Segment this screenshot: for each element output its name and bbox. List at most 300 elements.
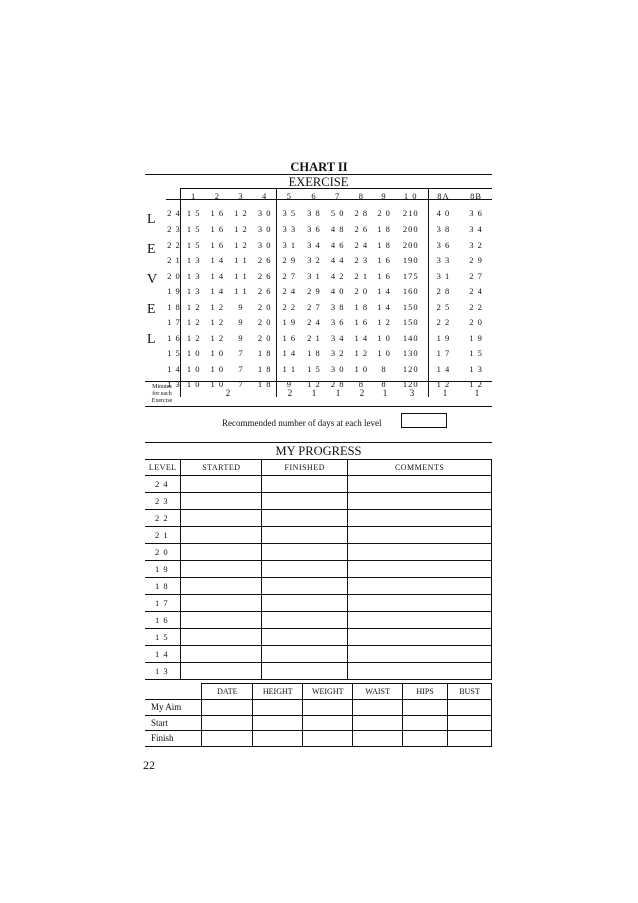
exercise-cell: 1 2 [436, 379, 451, 390]
exercise-cell: 1 5 [307, 363, 321, 374]
row-level: 2 3 [167, 224, 181, 235]
progress-row [145, 510, 492, 527]
started-field[interactable] [181, 544, 262, 561]
exercise-cell: 2 6 [257, 270, 272, 281]
progress-row [145, 561, 492, 578]
exercise-row [166, 204, 492, 222]
exercise-cell: 1 2 [210, 301, 225, 312]
exercise-cell: 2 2 [282, 301, 297, 312]
exercise-cell: 7 [238, 379, 244, 390]
finished-field[interactable] [262, 578, 348, 595]
measure-row-label: My Aim [145, 700, 202, 716]
exercise-cell: 1 0 [186, 379, 201, 390]
exercise-cell: 2 7 [282, 270, 297, 281]
exercise-cell: 1 1 [234, 270, 248, 281]
exercise-cell: 1 2 [186, 317, 201, 328]
exercise-cell: 2 6 [257, 255, 272, 266]
exercise-cell: 4 4 [330, 255, 345, 266]
exercise-cell: 2 0 [354, 286, 369, 297]
exercise-cell: 120 [402, 379, 419, 390]
exercise-cell: 2 4 [282, 286, 297, 297]
exercise-cell: 2 8 [330, 379, 345, 390]
exercise-cell: 9 [238, 301, 244, 312]
minutes-value: 2 [359, 388, 365, 398]
progress-row [145, 527, 492, 544]
exercise-cell: 3 6 [436, 239, 451, 250]
exercise-cell: 3 4 [330, 332, 345, 343]
row-level: 1 5 [167, 348, 181, 359]
progress-level: 1 4 [145, 646, 181, 663]
progress-row [145, 493, 492, 510]
measure-field[interactable] [303, 700, 353, 716]
exercise-row [166, 330, 492, 346]
exercise-cell: 1 5 [186, 207, 201, 218]
exercise-cell: 200 [402, 224, 419, 235]
exercise-cell: 2 2 [469, 301, 483, 312]
exercise-cell: 3 2 [469, 239, 483, 250]
exercise-col-header: 1 0 [403, 190, 418, 201]
progress-row [145, 578, 492, 595]
finished-field[interactable] [262, 527, 348, 544]
exercise-row [166, 284, 492, 300]
exercise-cell: 2 8 [436, 286, 451, 297]
exercise-col-header: 4 [262, 190, 268, 201]
exercise-cell: 3 8 [307, 207, 321, 218]
col-finished: FINISHED [262, 460, 348, 476]
progress-level: 1 3 [145, 663, 181, 680]
started-field[interactable] [181, 646, 262, 663]
exercise-col-header: 1 [191, 190, 197, 201]
comments-field[interactable] [348, 663, 492, 680]
measure-field[interactable] [202, 731, 253, 747]
minutes-value: 1 [382, 388, 388, 398]
progress-level: 2 4 [145, 476, 181, 493]
minutes-value: 2 [225, 388, 231, 398]
minutes-value: 1 [335, 388, 341, 398]
finished-field[interactable] [262, 493, 348, 510]
row-level: 1 9 [167, 286, 181, 297]
measure-field[interactable] [353, 715, 403, 731]
col-level: LEVEL [145, 460, 181, 476]
progress-row [145, 544, 492, 561]
exercise-row [166, 361, 492, 377]
exercise-cell: 8 [381, 379, 387, 390]
measure-field[interactable] [448, 700, 492, 716]
exercise-cell: 3 3 [436, 255, 451, 266]
exercise-cell: 1 6 [354, 317, 369, 328]
finished-field[interactable] [262, 476, 348, 493]
exercise-cell: 1 2 [469, 379, 483, 390]
exercise-col-header: 8A [437, 190, 450, 201]
minutes-value: 1 [474, 388, 480, 398]
measure-field[interactable] [253, 700, 303, 716]
exercise-cell: 1 0 [210, 363, 225, 374]
comments-field[interactable] [348, 493, 492, 510]
rule [145, 442, 492, 443]
started-field[interactable] [181, 561, 262, 578]
exercise-cell: 1 0 [186, 348, 201, 359]
exercise-cell: 1 5 [186, 239, 201, 250]
exercise-cell: 200 [402, 239, 419, 250]
exercise-cell: 1 9 [282, 317, 297, 328]
progress-level: 2 1 [145, 527, 181, 544]
measure-field[interactable] [353, 700, 403, 716]
measure-row-label: Start [145, 715, 202, 731]
exercise-col-header: 8 [358, 190, 364, 201]
exercise-cell: 1 6 [377, 270, 391, 281]
exercise-cell: 2 9 [469, 255, 483, 266]
minutes-value: 2 [287, 388, 293, 398]
row-level: 2 0 [167, 270, 181, 281]
progress-row [145, 595, 492, 612]
finished-field[interactable] [262, 663, 348, 680]
exercise-cell: 3 5 [282, 207, 297, 218]
page-number: 22 [143, 758, 155, 772]
exercise-cell: 130 [402, 348, 419, 359]
exercise-cell: 1 3 [186, 255, 201, 266]
exercise-cell: 2 3 [354, 255, 369, 266]
chart-title: CHART II [290, 160, 348, 174]
row-level: 1 3 [167, 379, 181, 390]
comments-field[interactable] [348, 578, 492, 595]
comments-field[interactable] [348, 612, 492, 629]
exercise-cell: 1 1 [234, 286, 248, 297]
exercise-cell: 3 1 [282, 239, 297, 250]
exercise-cell: 4 2 [330, 270, 345, 281]
comments-field[interactable] [348, 476, 492, 493]
measure-header: HIPS [403, 684, 448, 700]
progress-level: 2 2 [145, 510, 181, 527]
row-level: 1 4 [167, 363, 181, 374]
exercise-row [166, 315, 492, 331]
exercise-cell: 1 9 [469, 332, 483, 343]
exercise-cell: 3 1 [436, 270, 451, 281]
measure-field[interactable] [448, 715, 492, 731]
exercise-cell: 3 0 [330, 363, 345, 374]
exercise-row [166, 253, 492, 269]
exercise-cell: 2 2 [436, 317, 451, 328]
measure-header: HEIGHT [253, 684, 303, 700]
exercise-cell: 2 6 [257, 286, 272, 297]
exercise-cell: 1 4 [377, 286, 391, 297]
exercise-cell: 1 3 [469, 363, 483, 374]
exercise-cell: 9 [238, 332, 244, 343]
exercise-cell: 2 9 [282, 255, 297, 266]
exercise-cell: 1 0 [377, 332, 391, 343]
measure-field[interactable] [403, 731, 448, 747]
exercise-cell: 3 6 [307, 224, 321, 235]
exercise-cell: 3 4 [307, 239, 321, 250]
recommended-days-box[interactable] [401, 413, 447, 428]
exercise-heading: EXERCISE [288, 175, 349, 189]
measurements-table [145, 683, 492, 747]
exercise-cell: 2 7 [307, 301, 321, 312]
row-level: 2 2 [167, 239, 181, 250]
level-letter: L [147, 212, 156, 227]
measure-row-label: Finish [145, 731, 202, 747]
progress-level: 1 7 [145, 595, 181, 612]
started-field[interactable] [181, 663, 262, 680]
comments-field[interactable] [348, 544, 492, 561]
measure-field[interactable] [202, 700, 253, 716]
progress-level: 1 6 [145, 612, 181, 629]
exercise-cell: 1 8 [377, 224, 391, 235]
exercise-cell: 140 [402, 332, 419, 343]
exercise-row [166, 237, 492, 253]
exercise-cell: 1 6 [210, 224, 225, 235]
level-letter: E [147, 242, 156, 257]
exercise-cell: 7 [238, 363, 244, 374]
measure-header: BUST [448, 684, 492, 700]
measure-field[interactable] [202, 715, 253, 731]
exercise-cell: 4 6 [330, 239, 345, 250]
exercise-cell: 3 3 [282, 224, 297, 235]
measure-row [145, 731, 492, 747]
exercise-col-header: 6 [311, 190, 317, 201]
row-level: 2 4 [167, 207, 181, 218]
exercise-cell: 9 [286, 379, 292, 390]
exercise-cell: 1 5 [186, 224, 201, 235]
exercise-cell: 3 6 [469, 207, 483, 218]
comments-field[interactable] [348, 527, 492, 544]
exercise-cell: 2 4 [354, 239, 369, 250]
finished-field[interactable] [262, 561, 348, 578]
progress-level: 1 8 [145, 578, 181, 595]
blank-header [145, 684, 202, 700]
exercise-cell: 1 9 [436, 332, 451, 343]
exercise-cell: 1 6 [210, 207, 225, 218]
row-level: 1 8 [167, 301, 181, 312]
exercise-cell: 1 8 [307, 348, 321, 359]
progress-level: 1 5 [145, 629, 181, 646]
exercise-cell: 2 8 [354, 207, 369, 218]
rule [145, 381, 492, 382]
exercise-cell: 1 8 [257, 363, 272, 374]
measure-field[interactable] [403, 715, 448, 731]
comments-field[interactable] [348, 629, 492, 646]
exercise-cell: 4 0 [436, 207, 451, 218]
exercise-cell: 2 7 [469, 270, 483, 281]
exercise-cell: 4 8 [330, 224, 345, 235]
exercise-cell: 1 5 [469, 348, 483, 359]
started-field[interactable] [181, 595, 262, 612]
exercise-cell: 9 [238, 317, 244, 328]
measure-field[interactable] [253, 715, 303, 731]
exercise-cell: 1 2 [186, 332, 201, 343]
exercise-cell: 3 8 [330, 301, 345, 312]
row-level: 1 7 [167, 317, 181, 328]
progress-row [145, 476, 492, 493]
progress-row [145, 629, 492, 646]
finished-field[interactable] [262, 646, 348, 663]
level-letter: E [147, 302, 156, 317]
exercise-cell: 2 0 [469, 317, 483, 328]
exercise-col-header: 3 [238, 190, 244, 201]
exercise-cell: 1 2 [377, 317, 391, 328]
exercise-cell: 8 [358, 379, 364, 390]
exercise-cell: 190 [402, 255, 419, 266]
exercise-cell: 1 4 [210, 270, 225, 281]
exercise-cell: 5 0 [330, 207, 345, 218]
progress-level: 1 9 [145, 561, 181, 578]
exercise-cell: 1 8 [377, 239, 391, 250]
exercise-cell: 1 6 [210, 239, 225, 250]
measure-field[interactable] [448, 731, 492, 747]
exercise-cell: 1 3 [186, 270, 201, 281]
exercise-cell: 3 8 [436, 224, 451, 235]
rule [166, 199, 492, 200]
exercise-cell: 1 4 [354, 332, 369, 343]
comments-field[interactable] [348, 561, 492, 578]
exercise-cell: 1 7 [436, 348, 451, 359]
finished-field[interactable] [262, 612, 348, 629]
progress-row [145, 612, 492, 629]
exercise-cell: 1 0 [210, 379, 225, 390]
exercise-cell: 2 5 [436, 301, 451, 312]
measure-field[interactable] [303, 731, 353, 747]
started-field[interactable] [181, 527, 262, 544]
exercise-cell: 3 6 [330, 317, 345, 328]
exercise-cell: 1 0 [186, 363, 201, 374]
exercise-cell: 7 [238, 348, 244, 359]
exercise-cell: 1 4 [210, 255, 225, 266]
measure-field[interactable] [253, 731, 303, 747]
exercise-cell: 1 4 [282, 348, 297, 359]
started-field[interactable] [181, 510, 262, 527]
comments-field[interactable] [348, 510, 492, 527]
exercise-cell: 1 0 [210, 348, 225, 359]
exercise-cell: 1 8 [257, 379, 272, 390]
measure-row [145, 715, 492, 731]
row-level: 1 6 [167, 332, 181, 343]
minutes-label: Minutes for each Exercise [151, 384, 173, 404]
exercise-col-header: 7 [335, 190, 341, 201]
exercise-cell: 2 0 [257, 301, 272, 312]
started-field[interactable] [181, 612, 262, 629]
progress-row [145, 663, 492, 680]
exercise-cell: 4 0 [330, 286, 345, 297]
exercise-cell: 150 [402, 317, 419, 328]
exercise-col-header: 9 [381, 190, 387, 201]
exercise-cell: 150 [402, 301, 419, 312]
col-started: STARTED [181, 460, 262, 476]
row-level: 2 1 [167, 255, 181, 266]
measure-field[interactable] [303, 715, 353, 731]
comments-field[interactable] [348, 595, 492, 612]
exercise-row [166, 222, 492, 238]
exercise-cell: 120 [402, 363, 419, 374]
exercise-cell: 1 0 [377, 348, 391, 359]
measure-header: WAIST [353, 684, 403, 700]
minutes-value: 1 [311, 388, 317, 398]
started-field[interactable] [181, 629, 262, 646]
exercise-cell: 2 0 [257, 317, 272, 328]
finished-field[interactable] [262, 595, 348, 612]
progress-level: 2 0 [145, 544, 181, 561]
exercise-cell: 1 8 [354, 301, 369, 312]
exercise-col-header: 8B [470, 190, 483, 201]
started-field[interactable] [181, 578, 262, 595]
exercise-cell: 3 0 [257, 224, 272, 235]
finished-field[interactable] [262, 629, 348, 646]
started-field[interactable] [181, 476, 262, 493]
progress-row [145, 646, 492, 663]
exercise-row [166, 268, 492, 284]
measure-field[interactable] [353, 731, 403, 747]
divider [428, 188, 429, 397]
exercise-cell: 2 0 [377, 207, 391, 218]
exercise-cell: 175 [402, 270, 419, 281]
exercise-cell: 1 2 [186, 301, 201, 312]
measure-header: WEIGHT [303, 684, 353, 700]
exercise-cell: 1 4 [210, 286, 225, 297]
exercise-cell: 2 0 [257, 332, 272, 343]
rule [145, 406, 492, 407]
exercise-cell: 1 2 [210, 317, 225, 328]
progress-table [145, 459, 492, 680]
exercise-cell: 1 4 [377, 301, 391, 312]
measure-header: DATE [202, 684, 253, 700]
exercise-cell: 1 6 [377, 255, 391, 266]
exercise-cell: 2 1 [354, 270, 369, 281]
exercise-col-header: 5 [286, 190, 292, 201]
measure-row [145, 700, 492, 716]
exercise-cell: 3 0 [257, 207, 272, 218]
exercise-cell: 2 6 [354, 224, 369, 235]
divider [276, 188, 277, 397]
level-letter: L [147, 332, 156, 347]
exercise-cell: 1 2 [354, 348, 369, 359]
exercise-cell: 210 [402, 207, 419, 218]
exercise-cell: 2 4 [469, 286, 483, 297]
exercise-cell: 8 [381, 363, 387, 374]
exercise-cell: 1 3 [186, 286, 201, 297]
exercise-cell: 1 2 [210, 332, 225, 343]
exercise-cell: 3 2 [307, 255, 321, 266]
measure-field[interactable] [403, 700, 448, 716]
exercise-cell: 160 [402, 286, 419, 297]
progress-heading: MY PROGRESS [275, 444, 362, 458]
exercise-cell: 1 4 [436, 363, 451, 374]
exercise-cell: 1 2 [234, 239, 248, 250]
exercise-cell: 3 1 [307, 270, 321, 281]
exercise-cell: 1 1 [234, 255, 248, 266]
exercise-col-header: 2 [214, 190, 220, 201]
finished-field[interactable] [262, 544, 348, 561]
recommended-label: Recommended number of days at each level [222, 418, 382, 428]
comments-field[interactable] [348, 646, 492, 663]
exercise-cell: 1 6 [282, 332, 297, 343]
exercise-cell: 2 9 [307, 286, 321, 297]
exercise-cell: 2 4 [307, 317, 321, 328]
finished-field[interactable] [262, 510, 348, 527]
exercise-table [166, 188, 492, 392]
started-field[interactable] [181, 493, 262, 510]
minutes-value: 1 [442, 388, 448, 398]
level-letter: V [147, 272, 158, 287]
divider [180, 188, 181, 397]
exercise-cell: 1 2 [234, 224, 248, 235]
col-comments: COMMENTS [348, 460, 492, 476]
exercise-row [166, 299, 492, 315]
exercise-cell: 3 4 [469, 224, 483, 235]
exercise-cell: 3 0 [257, 239, 272, 250]
exercise-cell: 2 1 [307, 332, 321, 343]
exercise-cell: 3 2 [330, 348, 345, 359]
exercise-cell: 1 2 [234, 207, 248, 218]
exercise-cell: 1 2 [307, 379, 321, 390]
exercise-row [166, 346, 492, 362]
